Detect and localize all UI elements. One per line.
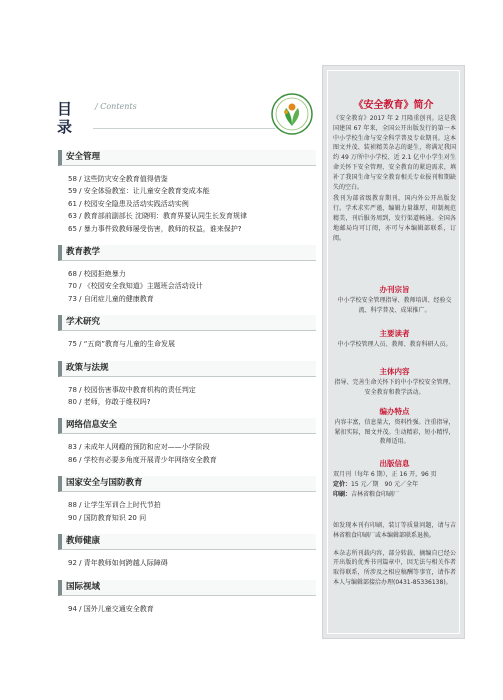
article-title: 老师，你敢于维权吗? [83, 398, 151, 407]
page-number: 61 [68, 199, 77, 208]
section-network-security [58, 418, 316, 470]
journal-intro-sidebar [322, 65, 465, 639]
purpose-text: 中小学校安全管理指导、教师培训、经验交流、科学普及、成果推广。 [337, 297, 452, 314]
article-title: 让学生军训合上时代节拍 [83, 501, 161, 510]
content-block [333, 366, 456, 397]
toc-item[interactable]: 58 / 这些防灾安全教育值得借鉴 [68, 175, 168, 183]
article-title: 校园伤害事故中教育机构的责任判定 [83, 385, 196, 394]
toc-subtitle: / Contents [95, 102, 137, 111]
page-number: 75 [68, 340, 77, 349]
toc-item[interactable]: 63 / 教育部前副部长 沈晓明：教育界要认同生长发育规律 [68, 212, 247, 221]
page-number: 94 [68, 604, 77, 613]
publication-heading: 出版信息 [379, 459, 410, 468]
toc-item[interactable]: 86 / 学校有必要多角度开展青少年网络安全教育 [68, 455, 217, 464]
toc-sections [58, 150, 316, 625]
printer-value: 吉林省粮食印刷厂 [351, 491, 400, 498]
article-title: 未成年人网瘾的预防和应对——小学阶段 [83, 443, 210, 452]
section-title: 教师健康 [58, 534, 316, 550]
publication-block [333, 458, 456, 500]
page-number: 88 [68, 501, 77, 510]
publication-frequency: 双月刊（每年 6 期），正 16 开，96 页 [333, 471, 437, 478]
price-label: 定价： [333, 481, 352, 488]
section-title: 政策与法规 [58, 361, 316, 377]
toc-item[interactable]: 92 / 青年教师如何跨越人际障碍 [68, 559, 168, 568]
features-block [333, 406, 456, 447]
page-number: 83 [68, 443, 77, 452]
toc-divider [93, 128, 275, 129]
readers-heading: 主要读者 [379, 329, 410, 338]
section-title: 国际视域 [58, 580, 316, 596]
sidebar-title: 《安全教育》简介 [353, 100, 434, 111]
article-title: 这些防灾安全教育值得借鉴 [83, 175, 168, 183]
section-title: 国家安全与国防教育 [58, 476, 316, 492]
toc-item[interactable]: 80 / 老师，你敢于维权吗? [68, 398, 151, 407]
page-number: 59 [68, 187, 77, 196]
article-title: 学校有必要多角度开展青少年网络安全教育 [83, 455, 217, 464]
article-title: 青年教师如何跨越人际障碍 [83, 559, 168, 568]
quality-notice: 如发现本刊有印刷、装订等质量问题，请与吉林省粮食印刷厂或本编辑部联系退换。 [333, 522, 456, 539]
content-heading: 主体内容 [379, 367, 410, 376]
readers-text: 中小学校管理人员、教师、教育科研人员。 [337, 341, 452, 348]
features-heading: 编办特点 [379, 407, 410, 416]
section-academic-research [58, 315, 316, 354]
section-title: 教育教学 [58, 245, 316, 261]
toc-item[interactable]: 75 / “五商”教育与儿童的生命发展 [68, 340, 175, 349]
page-number: 86 [68, 455, 77, 464]
toc-title: 目录 [57, 100, 73, 136]
article-title: 《校园安全我知道》主题班会活动设计 [83, 282, 203, 291]
journal-logo-icon [270, 92, 314, 136]
section-title: 网络信息安全 [58, 418, 316, 434]
toc-item[interactable]: 90 / 国防教育知识 20 问 [68, 513, 147, 522]
page-number: 70 [68, 282, 77, 291]
intro-paragraph-2: 我刊为部省级教育期刊，国内外公开出版发行。学术求实严谨，编辑力量雄厚，印制规范精美，刊后服务周到，发行渠道畅通。全国各地邮局均可订阅，亦可与本编辑部联系，订阅。 [333, 195, 456, 242]
toc-item[interactable]: 61 / 校园安全隐患及活动实践活动实例 [68, 199, 189, 208]
article-title: 校园安全隐患及活动实践活动实例 [83, 199, 189, 208]
printer-line [333, 490, 456, 500]
page-number: 73 [68, 294, 77, 303]
article-title: “五商”教育与儿童的生命发展 [83, 340, 175, 349]
toc-item[interactable]: 59 / 安全体验教室：让儿童安全教育变成本能 [68, 187, 210, 196]
toc-item[interactable]: 68 / 校园拒绝暴力 [68, 270, 126, 279]
article-title: 教育部前副部长 沈晓明：教育界要认同生长发育规律 [83, 212, 247, 221]
article-title: 国外儿童交通安全教育 [83, 604, 154, 613]
section-policy-regulations [58, 361, 316, 413]
page-number: 80 [68, 398, 77, 407]
section-title: 安全管理 [58, 150, 316, 166]
toc-item[interactable]: 73 / 自闭症儿童的健康教育 [68, 294, 154, 303]
section-safety-management [58, 150, 316, 239]
page-number: 92 [68, 559, 77, 568]
toc-item[interactable]: 83 / 未成年人网瘾的预防和应对——小学阶段 [68, 443, 210, 452]
page-number: 65 [68, 224, 77, 233]
section-education-teaching [58, 245, 316, 309]
printer-label: 印刷： [333, 491, 352, 498]
article-title: 暴力事件致教师屡受伤害，教师的权益，谁来保护? [83, 224, 242, 233]
toc-item[interactable]: 70 / 《校园安全我知道》主题班会活动设计 [68, 282, 203, 291]
intro-paragraph-1: 《安全教育》2017 年 2 月隆重创刊。这是我国建国 67 年来，全国公开出版发行的第一本中小学校生命与安全科学普及专业期刊。这本图文并茂、装祯精美杂志的诞生，将满足我国约 49 万所中小学校、近 2.1 亿中小学生对生命关怀下安全管理、安全教育的紧迫需求，填补了我国生命与安全教育相关专业报刊和期缺失的空白。 [333, 115, 456, 191]
section-national-security [58, 476, 316, 528]
article-title: 安全体验教室：让儿童安全教育变成本能 [83, 187, 210, 196]
section-teacher-health [58, 534, 316, 573]
readers-block [333, 328, 456, 350]
purpose-block [333, 284, 456, 315]
copyright-notice: 本杂志所刊载内容，部分转载、摘编自已经公开出版的优秀书刊篇章中，因无法与相关作者取得联系，所涉及之相应稿酬等事宜，请作者本人与编辑部接洽办理(0431-85336138)。 [333, 549, 456, 586]
purpose-heading: 办刊宗旨 [379, 285, 410, 294]
section-title: 学术研究 [58, 315, 316, 331]
article-title: 自闭症儿童的健康教育 [83, 294, 154, 303]
page-number: 58 [68, 175, 77, 183]
page-number: 78 [68, 385, 77, 394]
features-text: 内容丰富，信息量大，资料性强。注重指导，紧扣实际，图文并茂。生动精彩，短小精悍，教师适用。 [334, 419, 455, 446]
page-number: 63 [68, 212, 77, 221]
notice-block [333, 521, 456, 588]
price-line [333, 480, 456, 490]
page-number: 68 [68, 270, 77, 279]
toc-item[interactable]: 65 / 暴力事件致教师屡受伤害，教师的权益，谁来保护? [68, 224, 242, 233]
article-title: 校园拒绝暴力 [83, 270, 126, 279]
toc-header [57, 100, 267, 142]
content-text: 指导、完善生命关怀下的中小学校安全管理、安全教育和教学活动。 [334, 379, 455, 396]
price-value: 15 元／期 90 元／全年 [351, 481, 419, 488]
toc-item[interactable]: 94 / 国外儿童交通安全教育 [68, 604, 154, 613]
toc-item[interactable]: 88 / 让学生军训合上时代节拍 [68, 501, 161, 510]
article-title: 国防教育知识 20 问 [83, 513, 147, 522]
toc-item[interactable]: 78 / 校园伤害事故中教育机构的责任判定 [68, 385, 196, 394]
page-number: 90 [68, 513, 77, 522]
intro-block [333, 114, 456, 243]
section-international [58, 580, 316, 619]
